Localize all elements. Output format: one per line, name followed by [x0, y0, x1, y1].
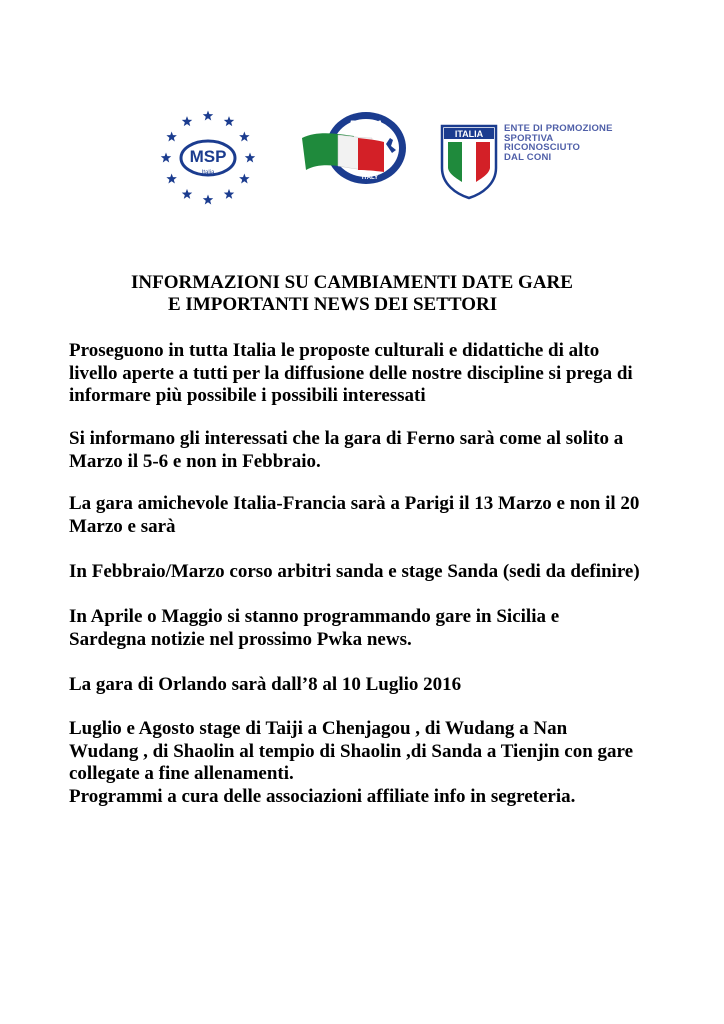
star-icon — [182, 116, 192, 126]
paragraph-line: livello aperte a tutti per la diffusione delle nostre discipline si prega di — [69, 362, 633, 384]
paragraph-line: Programmi a cura delle associazioni affiliate info in segreteria. — [69, 785, 576, 807]
paragraph-line: informare più possibile i possibili interessati — [69, 385, 426, 406]
news-paragraph — [69, 428, 669, 473]
coni-text-line: RICONOSCIUTO — [504, 142, 581, 153]
paragraph-line: Marzo e sarà — [69, 515, 176, 537]
star-icon — [161, 153, 171, 163]
pwka-logo-name: PWKA — [349, 119, 383, 131]
paragraph-line: Luglio e Agosto stage di Taiji a Chenjagou , di Wudang a Nan — [69, 718, 568, 739]
italia-shield-icon — [440, 124, 498, 200]
star-icon — [245, 153, 255, 163]
news-paragraph — [69, 674, 669, 697]
pwka-italy-logo — [298, 108, 410, 190]
coni-text-line: ENTE DI PROMOZIONE — [504, 123, 613, 134]
news-paragraph — [69, 606, 669, 651]
star-icon — [203, 195, 213, 205]
msp-italia-logo — [158, 108, 258, 208]
logo-strip — [0, 100, 724, 210]
italia-badge-text: ITALIA — [454, 129, 484, 139]
coni-logo — [440, 124, 620, 204]
coni-text-line: SPORTIVA — [504, 132, 554, 144]
paragraph-line: Marzo il 5-6 e non in Febbraio. — [69, 450, 321, 472]
msp-logo-name: MSP — [189, 147, 227, 166]
coni-text-line: DAL CONI — [504, 151, 552, 163]
star-icon — [239, 132, 249, 142]
document-title-line-1: INFORMAZIONI SU CAMBIAMENTI DATE GARE — [131, 272, 573, 293]
paragraph-line: La gara di Orlando sarà dall’8 al 10 Luglio 2016 — [69, 674, 462, 695]
star-icon — [166, 174, 176, 184]
star-icon — [224, 189, 234, 199]
paragraph-line: Si informano gli interessati che la gara di Ferno sarà come al solito a — [69, 428, 624, 449]
pwka-flag-red — [358, 138, 384, 172]
msp-logo-sub: Italia — [201, 170, 215, 176]
paragraph-line: La gara amichevole Italia-Francia sarà a Parigi il 13 Marzo e non il 20 — [69, 493, 640, 514]
news-paragraph — [69, 561, 669, 584]
star-icon — [166, 132, 176, 142]
paragraph-line: Proseguono in tutta Italia le proposte culturali e didattiche di alto — [69, 340, 600, 361]
coni-text-block — [504, 124, 624, 162]
document-title-line-2: E IMPORTANTI NEWS DEI SETTORI — [168, 294, 498, 315]
news-paragraph — [69, 718, 669, 808]
star-icon — [239, 174, 249, 184]
news-paragraph — [69, 493, 669, 538]
paragraph-line: collegate a fine allenamenti. — [69, 763, 294, 784]
star-icon — [224, 116, 234, 126]
star-icon — [203, 111, 213, 121]
paragraph-line: Wudang , di Shaolin al tempio di Shaolin ,di Sanda a Tienjin con gare — [69, 740, 634, 762]
paragraph-line: Sardegna notizie nel prossimo Pwka news. — [69, 628, 412, 650]
star-icon — [182, 189, 192, 199]
paragraph-line: In Febbraio/Marzo corso arbitri sanda e stage Sanda (sedi da definire) — [69, 561, 640, 582]
news-paragraph — [69, 340, 669, 408]
pwka-logo-sub: ITALY — [361, 175, 379, 181]
paragraph-line: In Aprile o Maggio si stanno programmando gare in Sicilia e — [69, 606, 560, 627]
